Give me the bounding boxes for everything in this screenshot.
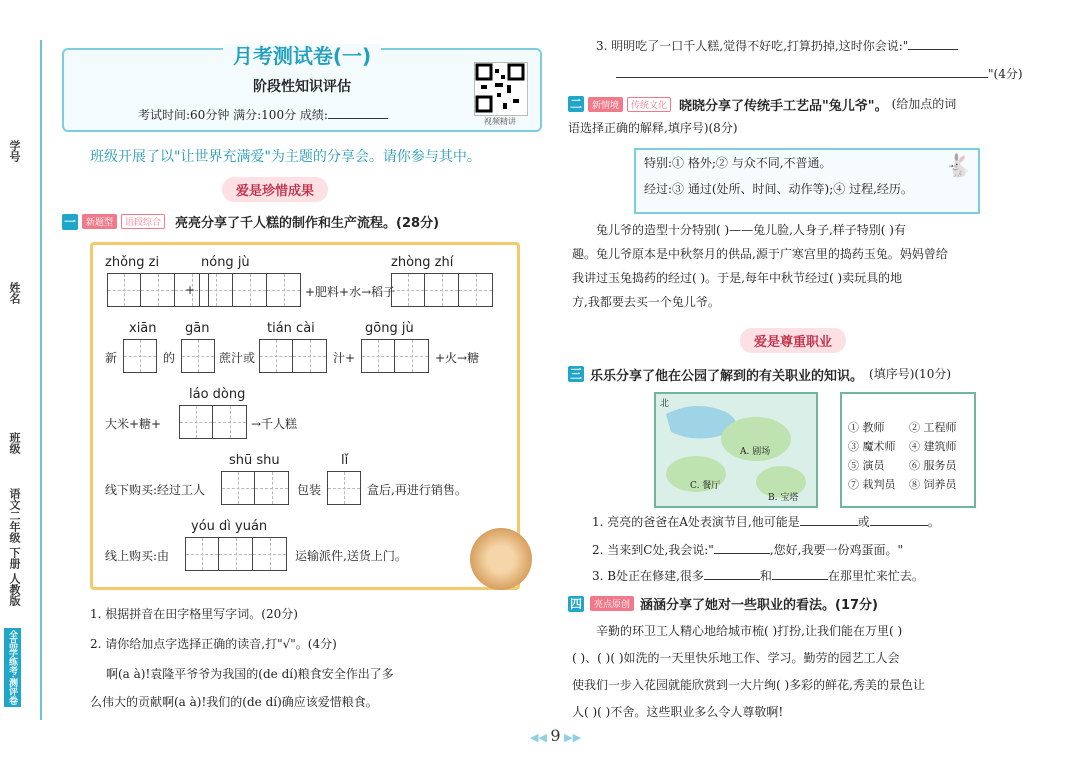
section-title-1: 爱是珍惜成果 [222,177,328,202]
pinyin: yóu dì yuán [191,519,268,534]
flow-text: 包装 [297,483,322,497]
writing-grid[interactable] [361,339,429,373]
map-label: C. 餐厅 [690,481,721,491]
flow-text: 汁+ [333,351,356,365]
question-4-heading [568,594,878,613]
tag-badge: 亮点原创 [590,596,634,611]
writing-grid[interactable] [199,273,301,307]
binding-strip [0,0,42,763]
question-number: 四 [569,596,582,611]
pinyin: xiān [129,321,157,336]
tag-badge: 新题型 [82,214,117,229]
definition-box [634,148,980,214]
q1-subquestion-1: 1. 根据拼音在田字格里写字词。(20分) [90,607,298,621]
q1-sub2-line[interactable]: 啊(a à)!袁隆平爷爷为我国的(de dí)粮食安全作出了多 [106,667,394,681]
pinyin: gān [185,321,210,336]
writing-grid[interactable] [391,273,493,307]
flow-text: 新 [105,351,118,365]
pinyin: zhǒng zi [105,255,160,270]
question-text: 晓晓分享了传统手工艺品"兔儿爷"。 [679,98,888,114]
map-label: A. 剧场 [740,447,771,457]
q3-subquestion-1[interactable]: 1. 亮亮的爸爸在A处表演节目,他可能是 或 。 [592,515,940,529]
writing-grid[interactable] [123,339,157,373]
q3-subquestion-2[interactable]: 2. 当来到C处,我会说:" ,您好,我要一份鸡蛋面。" [592,543,903,557]
writing-grid[interactable] [185,537,287,571]
pinyin: láo dòng [189,387,246,402]
definition-line: 经过:③ 通过(处所、时间、动作等);④ 过程,经历。 [644,182,913,196]
tag-badge: 传统文化 [627,97,671,112]
intro-text: 班级开展了以"让世界充满爱"为主题的分享会。请你参与其中。 [90,149,481,165]
definition-line: 特别:① 格外;② 与众不同,不普通。 [644,156,832,170]
question-3-heading [568,362,951,386]
question-text: 语选择正确的解释,填序号)(8分) [568,121,738,135]
page-number: ◀◀ 9 ▶▶ [530,726,582,745]
exam-subtitle: 阶段性知识评估 [253,79,351,95]
flow-text: 大米+糖+ [105,417,162,431]
class-label: 班级 [8,432,21,454]
profession-legend: ① 教师 ② 工程师 ③ 魔术师 ④ 建筑师 ⑤ 演员 ⑥ 服务员 ⑦ 栽判员 ⑧ 饲养员 [840,392,976,508]
q1-sub3-answer-line[interactable]: "(4分) [616,62,1023,86]
exam-header [62,44,542,132]
question-number: 一 [63,214,76,229]
flow-text: 线上购买:由 [105,549,170,563]
question-1-heading [62,212,439,231]
q1-subquestion-3: 3. 明明吃了一口千人糕,觉得不好吃,打算扔掉,这时你会说:" [596,34,958,58]
park-map [654,392,818,508]
flow-text: 线下购买:经过工人 [105,483,206,497]
pinyin: lǐ [341,453,349,468]
brand-label: 全品学练考·测评卷 [4,628,21,707]
qr-label: 视频精讲 [484,117,516,126]
section-title-2: 爱是尊重职业 [740,328,846,353]
exam-info: 考试时间:60分钟 满分:100分 成绩: [138,106,388,123]
flow-diagram [90,242,520,590]
writing-grid[interactable] [221,471,289,505]
q1-sub2-line[interactable]: 么伟大的贡献啊(a à)!我们的(de dí)确应该爱惜粮食。 [90,695,378,709]
q1-subquestion-2: 2. 请你给加点字选择正确的读音,打"√"。(4分) [90,637,337,651]
binding-line [40,40,42,720]
writing-grid[interactable] [327,471,361,505]
north-arrow-icon: 北 [660,399,670,409]
q3-subquestion-3[interactable]: 3. B处正在修建,很多 和 在那里忙来忙去。 [592,569,924,583]
flow-text: →千人糕 [251,417,298,431]
pinyin: tián cài [267,321,315,336]
question-text: 涵涵分享了她对一些职业的看法。(17分) [640,598,878,613]
pinyin: zhòng zhí [391,255,454,270]
flow-text: 运输派件,送货上门。 [295,549,407,563]
series-label: 语文二年级 下册 人教版 [8,488,21,606]
flow-text: 盒后,再进行销售。 [367,483,467,497]
pinyin: shū shu [229,453,280,468]
writing-grid[interactable] [179,405,247,439]
flow-text: +火→糖 [435,351,480,365]
tag-badge: 语段综合 [121,214,165,229]
question-2-heading [568,92,956,116]
flow-text: 蔗汁或 [219,351,256,365]
pinyin: nóng jù [201,255,250,270]
question-number: 二 [569,97,582,111]
question-number: 三 [569,367,582,381]
writing-grid[interactable] [181,339,215,373]
student-name-label: 姓名 [8,282,21,304]
flow-text: 的 [163,351,176,365]
cake-bowl-image [470,528,532,590]
q2-paragraph[interactable]: 兔儿爷的造型十分特别( )——兔儿脸,人身子,样子特别( )有 趣。兔儿爷原本是中秋祭月的供品,源于广寒宫里的捣药玉兔。妈妈曾给 我讲过玉兔捣药的经过( )。于是,每年中秋节经过( )卖玩具的地 方,我都要去买一个兔儿爷。 [572,223,948,309]
question-text: (给加点的词 [891,97,957,111]
q4-paragraph[interactable]: 辛勤的环卫工人精心地给城市梳( )打扮,让我们能在万里( ) ( )、( )( )如洗的一天里快乐地工作、学习。勤劳的园艺工人会 使我们一步入花园就能欣赏到一大片绚( )多彩的鲜花,秀美的景色让 人( )( )不舍。这些职业多么令人尊敬啊! [572,624,925,719]
qr-code-icon[interactable] [474,62,528,116]
question-text: (填序号)(10分) [869,367,952,381]
flow-text: + [185,283,196,297]
student-number-label: 学号 [8,140,21,162]
exam-title: 月考测试卷(一) [64,40,540,69]
tag-badge: 新情境 [588,97,623,112]
rabbit-icon: 🐇 [944,154,972,179]
question-text: 乐乐分享了他在公园了解到的有关职业的知识。 [590,368,864,384]
writing-grid[interactable] [259,339,327,373]
pinyin: gōng jù [365,321,414,336]
flow-text: +肥料+水→稻子 [305,285,396,299]
map-label: B. 宝塔 [768,493,799,503]
question-text: 亮亮分享了千人糕的制作和生产流程。(28分) [175,216,440,231]
